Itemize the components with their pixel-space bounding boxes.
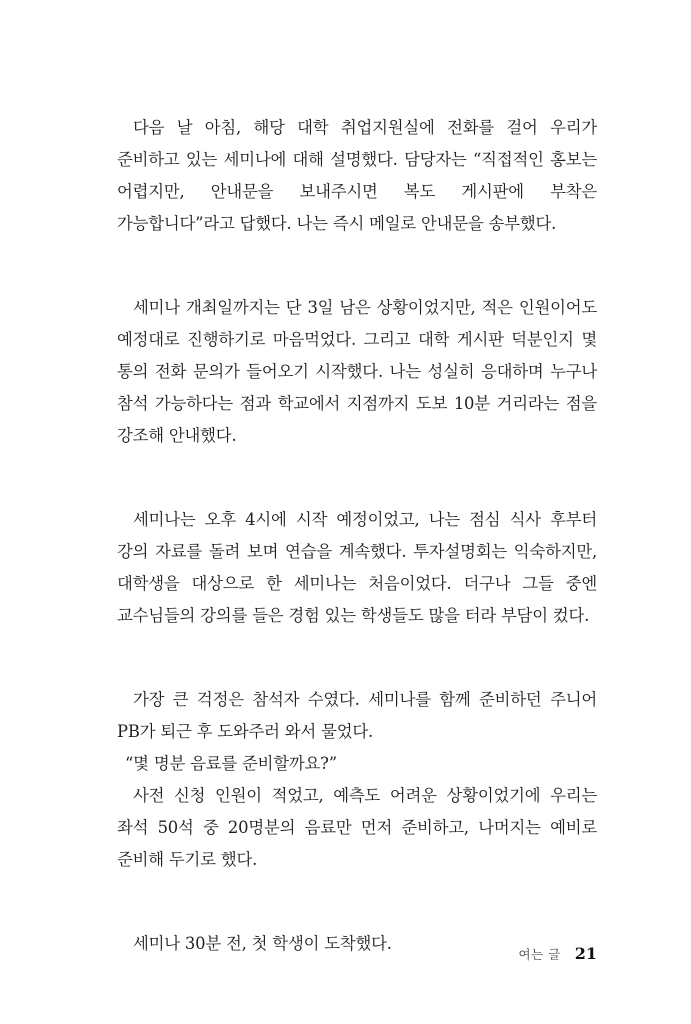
paragraph-2: 세미나 개최일까지는 단 3일 남은 상황이었지만, 적은 인원이어도 예정대로 진행하기로 마음먹었다. 그리고 대학 게시판 덕분인지 몇 통의 전화 문의가 들어오기 시작했다. 나는 성실히 응대하며 누구나 참석 가능하다는 점과 학교에서 지점까지 도보 10분 거리라는 점을 강조해 안내했다. (117, 298, 597, 445)
paragraph-4: 가장 큰 걱정은 참석자 수였다. 세미나를 함께 준비하던 주니어 PB가 퇴근 후 도와주러 와서 물었다. (117, 690, 597, 741)
paragraph-gap (117, 876, 597, 928)
paragraph-6: 세미나 30분 전, 첫 학생이 도착했다. (133, 934, 392, 953)
paragraph-gap (117, 632, 597, 684)
paragraph-1: 다음 날 아침, 해당 대학 취업지원실에 전화를 걸어 우리가 준비하고 있는 세미나에 대해 설명했다. 담당자는 “직접적인 홍보는 어렵지만, 안내문을 보내주시면 복도 게시판에 부착은 가능합니다”라고 답했다. 나는 즉시 메일로 안내문을 송부했다. (117, 118, 597, 233)
paragraph-gap (117, 452, 597, 504)
paragraph-5: 사전 신청 인원이 적었고, 예측도 어려운 상황이었기에 우리는 좌석 50석 중 20명분의 음료만 먼저 준비하고, 나머지는 예비로 준비해 두기로 했다. (117, 786, 597, 869)
dialogue-line: “몇 명분 음료를 준비할까요?” (125, 754, 337, 773)
body-text (117, 112, 597, 960)
paragraph-gap (117, 240, 597, 292)
section-title: 여는 글 (518, 947, 561, 962)
page-number: 21 (574, 944, 597, 963)
page-footer (519, 944, 597, 963)
paragraph-3: 세미나는 오후 4시에 시작 예정이었고, 나는 점심 식사 후부터 강의 자료를 돌려 보며 연습을 계속했다. 투자설명회는 익숙하지만, 대학생을 대상으로 한 세미나는 처음이었다. 더구나 그들 중엔 교수님들의 강의를 들은 경험 있는 학생들도 많을 터라 부담이 컸다. (117, 510, 597, 625)
